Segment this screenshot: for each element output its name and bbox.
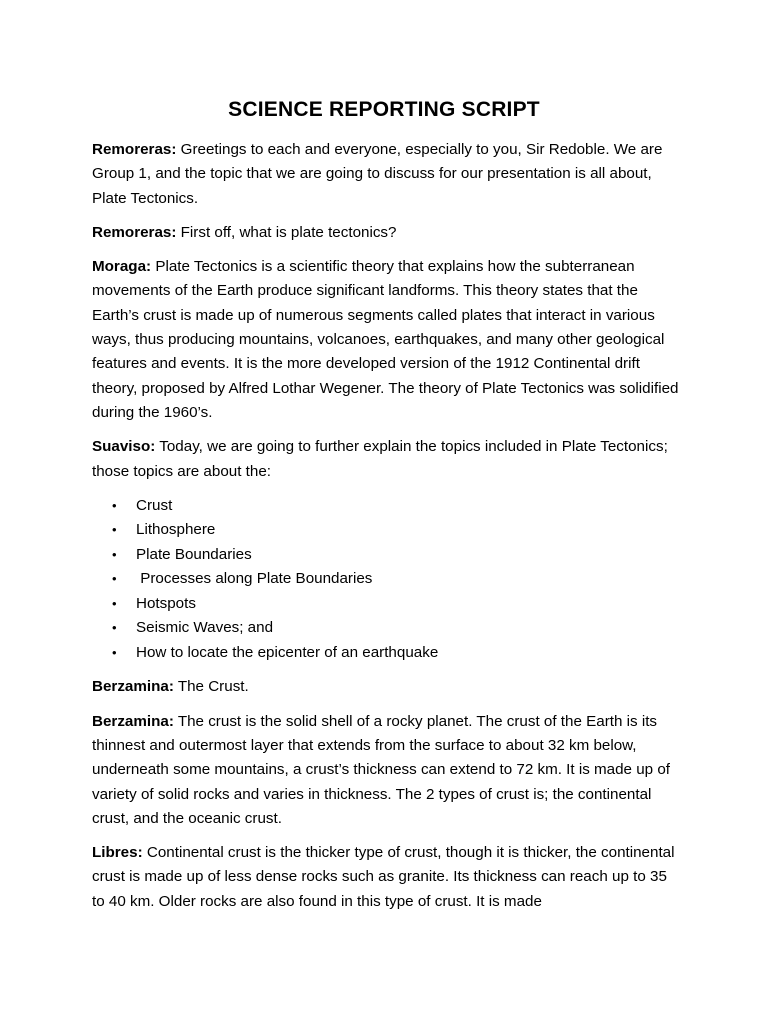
speaker-label: Remoreras: xyxy=(92,223,177,241)
list-item xyxy=(92,616,682,641)
speaker-label: Suaviso: xyxy=(92,438,156,456)
bullet-icon: • xyxy=(112,644,117,660)
paragraph-crust-definition xyxy=(92,710,682,831)
speaker-label: Berzamina: xyxy=(92,678,174,696)
bullet-icon: • xyxy=(112,620,117,636)
paragraph-topics-intro xyxy=(92,435,682,484)
list-item xyxy=(92,567,682,592)
bullet-icon: • xyxy=(112,571,117,587)
speaker-label: Moraga: xyxy=(92,258,152,276)
document-body xyxy=(92,138,682,924)
list-item-label: Hotspots xyxy=(136,594,196,612)
paragraph-text: Greetings to each and everyone, especially to you, Sir Redoble. We are Group 1, and the topic that we are going to discuss for our presentation is all about, Plate Tectonics. xyxy=(92,141,663,207)
list-item xyxy=(92,592,682,617)
paragraph-crust-heading xyxy=(92,675,682,699)
list-item xyxy=(92,543,682,568)
paragraph-definition xyxy=(92,255,682,425)
list-item-label: Plate Boundaries xyxy=(136,545,252,563)
topic-list xyxy=(92,494,682,666)
paragraph-text: Continental crust is the thicker type of crust, though it is thicker, the continental crust is made up of less dense rocks such as granite. Its thickness can reach up to 35 to 40 km. Older rocks are also found in this type of crust. It is made xyxy=(92,844,675,910)
list-item-label: How to locate the epicenter of an earthquake xyxy=(136,643,439,661)
speaker-label: Remoreras: xyxy=(92,141,177,158)
list-item-label: Processes along Plate Boundaries xyxy=(136,570,373,588)
paragraph-text: Plate Tectonics is a scientific theory that explains how the subterranean movements of the Earth produce significant landforms. This theory states that the Earth’s crust is made up of numerous segments called plates that interact in various ways, thus producing mountains, volcanoes, earthquakes, and many other geological features and events. It is the more developed version of the 1912 Continental drift theory, proposed by Alfred Lothar Wegener. The theory of Plate Tectonics was solidified during the 1960’s. xyxy=(92,258,679,421)
list-item-label: Crust xyxy=(136,496,173,514)
paragraph-text: Today, we are going to further explain the topics included in Plate Tectonics; those topics are about the: xyxy=(92,438,668,480)
list-item xyxy=(92,518,682,543)
speaker-label: Berzamina: xyxy=(92,712,174,730)
page-title: SCIENCE REPORTING SCRIPT xyxy=(228,98,540,121)
list-item-label: Seismic Waves; and xyxy=(136,619,274,637)
bullet-icon: • xyxy=(112,546,117,562)
bullet-icon: • xyxy=(112,522,117,538)
paragraph-text: The Crust. xyxy=(177,678,249,696)
paragraph-text: The crust is the solid shell of a rocky planet. The crust of the Earth is its thinnest and outermost layer that extends from the surface to about 32 km below, underneath some mountains, a crust’s thickness can extend to 72 km. It is made up of variety of solid rocks and varies in thickness. The 2 types of crust is; the continental crust, and the oceanic crust. xyxy=(92,712,670,827)
list-item xyxy=(92,494,682,519)
paragraph-text: First off, what is plate tectonics? xyxy=(180,223,397,241)
speaker-label: Libres: xyxy=(92,844,143,862)
list-item xyxy=(92,641,682,666)
bullet-icon: • xyxy=(112,595,117,611)
list-item-label: Lithosphere xyxy=(136,521,216,539)
paragraph-question xyxy=(92,221,682,245)
paragraph-intro xyxy=(92,138,682,211)
bullet-icon: • xyxy=(112,497,117,513)
paragraph-continental-crust xyxy=(92,841,682,914)
